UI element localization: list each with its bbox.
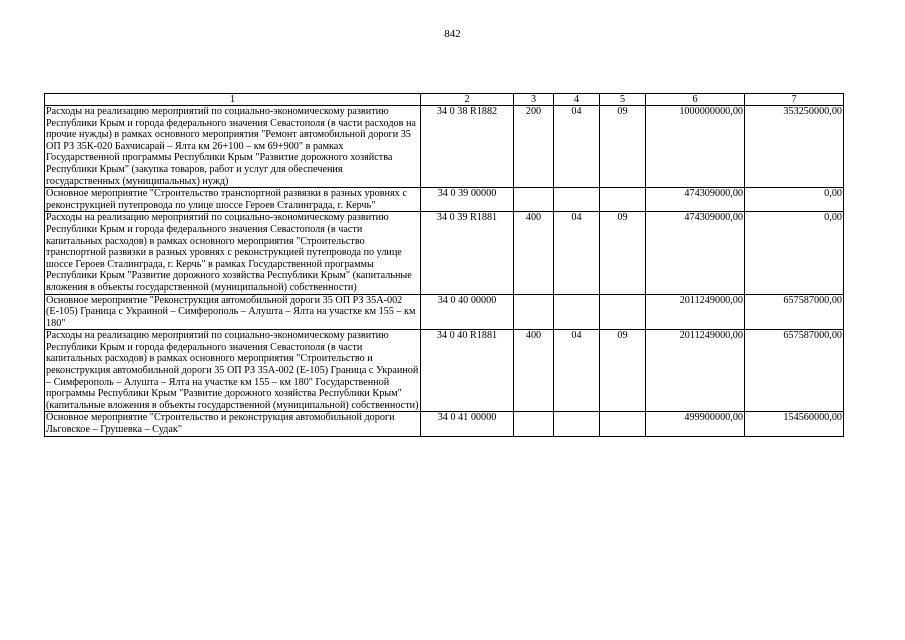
row-col5: 09 bbox=[600, 106, 646, 188]
row-code: 34 0 41 00000 bbox=[421, 412, 514, 436]
row-amount-col6: 2011249000,00 bbox=[646, 294, 745, 330]
row-code: 34 0 39 00000 bbox=[421, 188, 514, 212]
row-amount-col7: 0,00 bbox=[745, 212, 844, 294]
row-col5 bbox=[600, 188, 646, 212]
row-amount-col7: 657587000,00 bbox=[745, 330, 844, 412]
row-col5 bbox=[600, 412, 646, 436]
row-amount-col6: 474309000,00 bbox=[646, 212, 745, 294]
row-code: 34 0 40 R1881 bbox=[421, 330, 514, 412]
row-col4: 04 bbox=[554, 106, 600, 188]
column-header: 5 bbox=[600, 94, 646, 106]
row-description: Основное мероприятие "Строительство и реконструкция автомобильной дороги Льговское – Грушевка – Судак" bbox=[45, 412, 421, 436]
row-col3 bbox=[514, 188, 554, 212]
row-description: Расходы на реализацию мероприятий по социально-экономическому развитию Республики Крым и города федерального значения Севастополя (в части капитальных расходов) в рамках основного мероприятия "Строительство и реконструкция автомобильной дороги 35 ОП РЗ 35А-002 (Е-105) Граница с Украиной – Симферополь – Алушта – Ялта на участке км 155 – км 180" Государственной программы Республики Крым "Развитие дорожного хозяйства Республики Крым" (капитальные вложения в объекты государственной (муниципальной) собственности) bbox=[46, 330, 419, 411]
row-col3 bbox=[514, 294, 554, 330]
row-code: 34 0 39 R1881 bbox=[421, 212, 514, 294]
table-row bbox=[45, 412, 844, 436]
table-row bbox=[45, 294, 844, 330]
row-description: Основное мероприятие "Строительство транспортной развязки в разных уровнях с реконструкцией путепровода по улице шоссе Героев Сталинграда, г. Керчь" bbox=[45, 188, 421, 212]
row-col4 bbox=[554, 188, 600, 212]
row-amount-col6: 2011249000,00 bbox=[646, 330, 745, 412]
column-header: 7 bbox=[745, 94, 844, 106]
row-amount-col7: 657587000,00 bbox=[745, 294, 844, 330]
row-col4: 04 bbox=[554, 330, 600, 412]
row-col3: 400 bbox=[514, 212, 554, 294]
column-header: 2 bbox=[421, 94, 514, 106]
row-col3: 400 bbox=[514, 330, 554, 412]
row-code: 34 0 38 R1882 bbox=[421, 106, 514, 188]
row-col5: 09 bbox=[600, 212, 646, 294]
row-amount-col7: 0,00 bbox=[745, 188, 844, 212]
page-number: 842 bbox=[444, 28, 461, 40]
row-col4: 04 bbox=[554, 212, 600, 294]
row-amount-col6: 1000000000,00 bbox=[646, 106, 745, 188]
row-col3 bbox=[514, 412, 554, 436]
row-col3: 200 bbox=[514, 106, 554, 188]
row-col4 bbox=[554, 412, 600, 436]
row-col5 bbox=[600, 294, 646, 330]
table-row bbox=[45, 330, 844, 412]
row-description: Расходы на реализацию мероприятий по социально-экономическому развитию Республики Крым и города федерального значения Севастополя (в части капитальных расходов) в рамках основного мероприятия "Строительство транспортной развязки в разных уровнях с реконструкцией путепровода по улице шоссе Героев Сталинграда, г. Керчь" в рамках Государственной программы Республики Крым "Развитие дорожного хозяйства Республики Крым" (капитальные вложения в объекты государственной (муниципальной) собственности) bbox=[45, 212, 421, 294]
row-amount-col7: 353250000,00 bbox=[745, 106, 844, 188]
header-row bbox=[45, 94, 844, 106]
row-col5: 09 bbox=[600, 330, 646, 412]
row-amount-col7: 154560000,00 bbox=[745, 412, 844, 436]
row-amount-col6: 474309000,00 bbox=[646, 188, 745, 212]
column-header: 6 bbox=[646, 94, 745, 106]
table-row bbox=[45, 212, 844, 294]
row-description: Основное мероприятие "Реконструкция автомобильной дороги 35 ОП РЗ 35А-002 (Е-105) Граница с Украиной – Симферополь – Алушта – Ялта на участке км 155 – км 180" bbox=[45, 294, 421, 330]
row-description: Расходы на реализацию мероприятий по социально-экономическому развитию Республики Крым и города федерального значения Севастополя (в части расходов на прочие нужды) в рамках основного мероприятия "Ремонт автомобильной дороги 35 ОП РЗ 35К-020 Бахчисарай – Ялта км 26+100 – км 69+900" в рамках Государственной программы Республики Крым "Развитие дорожного хозяйства Республики Крым" (закупка товаров, работ и услуг для обеспечения государственных (муниципальных) нужд) bbox=[45, 106, 421, 188]
table-row bbox=[45, 188, 844, 212]
row-col4 bbox=[554, 294, 600, 330]
column-header: 1 bbox=[45, 94, 421, 106]
row-amount-col6: 499900000,00 bbox=[646, 412, 745, 436]
table-row bbox=[45, 106, 844, 188]
column-header: 3 bbox=[514, 94, 554, 106]
budget-table bbox=[44, 93, 844, 437]
column-header: 4 bbox=[554, 94, 600, 106]
row-code: 34 0 40 00000 bbox=[421, 294, 514, 330]
